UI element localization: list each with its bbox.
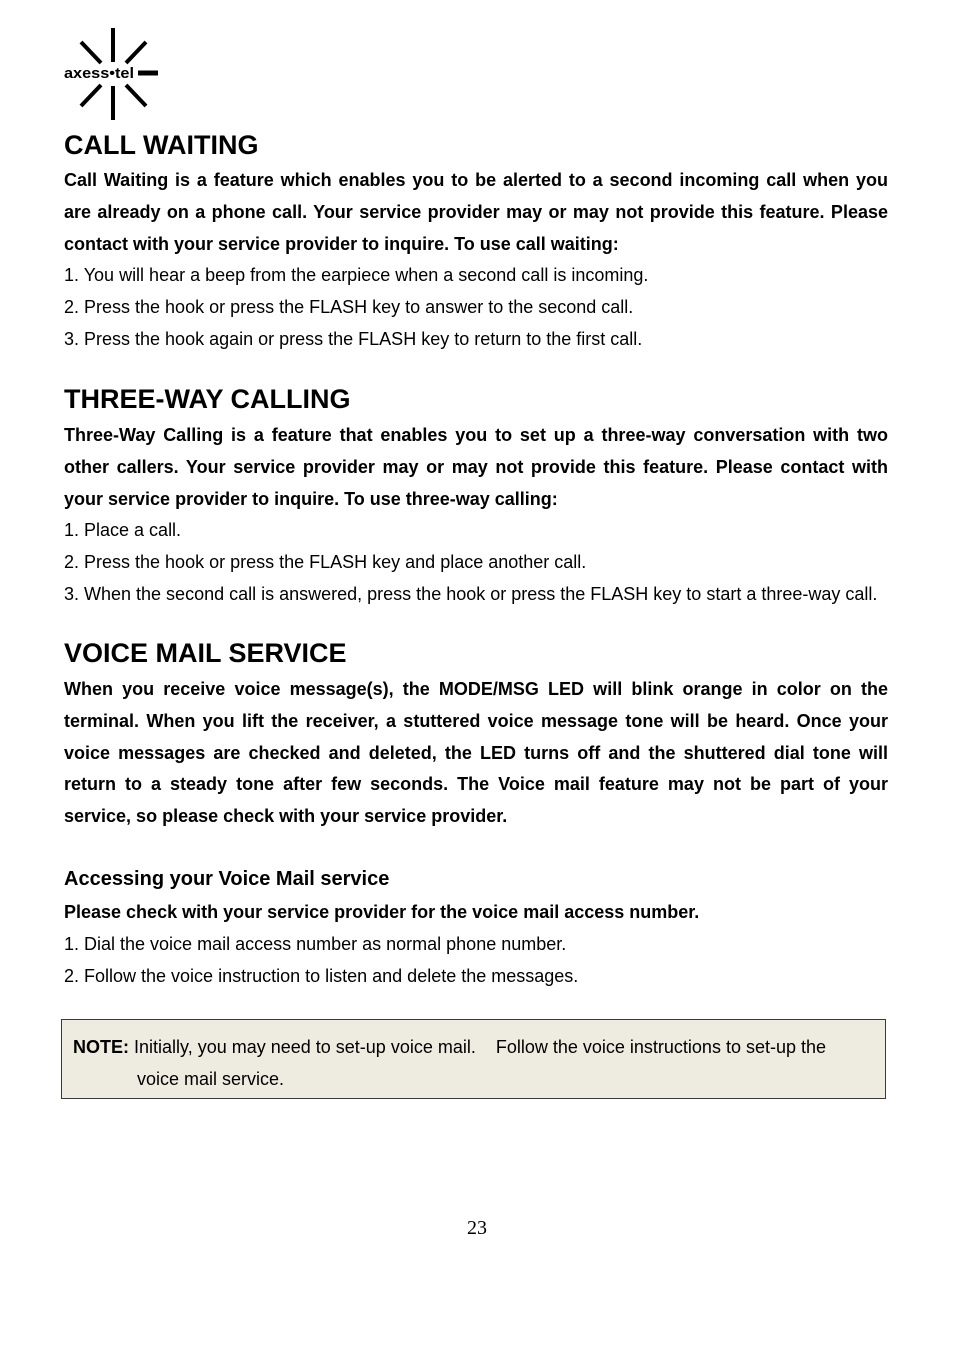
logo-ray-lower-left: [81, 85, 101, 106]
call-waiting-step: 3. Press the hook again or press the FLASH key to return to the first call.: [64, 328, 643, 349]
three-way-step: 2. Press the hook or press the FLASH key and place another call.: [64, 552, 587, 573]
call-waiting-intro-line: are already on a phone call. Your service provider may or may not provide this feature. Please: [64, 201, 888, 222]
voice-mail-intro-line: When you receive voice message(s), the MODE/MSG LED will blink orange in color on the: [64, 679, 888, 699]
logo-wordmark: axess•tel: [64, 65, 134, 82]
accessing-step: 1. Dial the voice mail access number as normal phone number.: [64, 933, 567, 954]
voice-mail-service-section: [64, 674, 888, 833]
accessing-step: 2. Follow the voice instruction to listen and delete the messages.: [64, 965, 579, 986]
three-way-calling-section: [64, 420, 888, 611]
three-way-intro-line: Three-Way Calling is a feature that enables you to set up a three-way conversation with two: [64, 425, 888, 445]
axesstel-logo: [60, 24, 164, 124]
call-waiting-step: 2. Press the hook or press the FLASH key to answer to the second call.: [64, 297, 634, 318]
note-text-continued: voice mail service.: [137, 1068, 285, 1089]
logo-ray-upper-right: [126, 42, 146, 63]
call-waiting-intro-line: contact with your service provider to inquire. To use call waiting:: [64, 233, 619, 254]
three-way-step: 3. When the second call is answered, press the hook or press the FLASH key to start a three-way call.: [64, 583, 878, 604]
three-way-calling-heading: THREE-WAY CALLING: [64, 384, 351, 414]
call-waiting-step: 1. You will hear a beep from the earpiece when a second call is incoming.: [64, 265, 649, 286]
voice-mail-intro-line: terminal. When you lift the receiver, a stuttered voice message tone will be heard. Once your: [64, 710, 888, 731]
three-way-step: 1. Place a call.: [64, 520, 182, 541]
note-label: NOTE:: [73, 1037, 129, 1057]
call-waiting-intro-line: Call Waiting is a feature which enables you to be alerted to a second incoming call when you: [64, 170, 888, 190]
note-first-line: [73, 1032, 885, 1064]
starburst-logo-icon: [60, 24, 164, 124]
accessing-voice-mail-section: [64, 897, 888, 992]
call-waiting-heading: CALL WAITING: [64, 130, 259, 160]
voice-mail-intro-line: voice messages are checked and deleted, the LED turns off and the shuttered dial tone will: [64, 742, 888, 763]
access-number-instruction: Please check with your service provider for the voice mail access number.: [64, 902, 700, 922]
note-box: [61, 1019, 886, 1099]
logo-ray-lower-right: [126, 85, 146, 106]
accessing-voice-mail-subheading: Accessing your Voice Mail service: [64, 868, 390, 890]
three-way-intro-line: your service provider to inquire. To use three-way calling:: [64, 488, 558, 509]
voice-mail-intro-line: service, so please check with your service provider.: [64, 806, 508, 827]
voice-mail-service-heading: VOICE MAIL SERVICE: [64, 638, 347, 668]
call-waiting-section: [64, 165, 888, 356]
logo-ray-upper-left: [81, 42, 101, 63]
note-text: Initially, you may need to set-up voice mail. Follow the voice instructions to set-up the: [134, 1037, 827, 1057]
page-number: 23: [467, 1217, 487, 1239]
three-way-intro-line: other callers. Your service provider may or may not provide this feature. Please contact with: [64, 456, 888, 477]
voice-mail-intro-line: return to a steady tone after few seconds. The Voice mail feature may not be part of your: [64, 774, 888, 795]
